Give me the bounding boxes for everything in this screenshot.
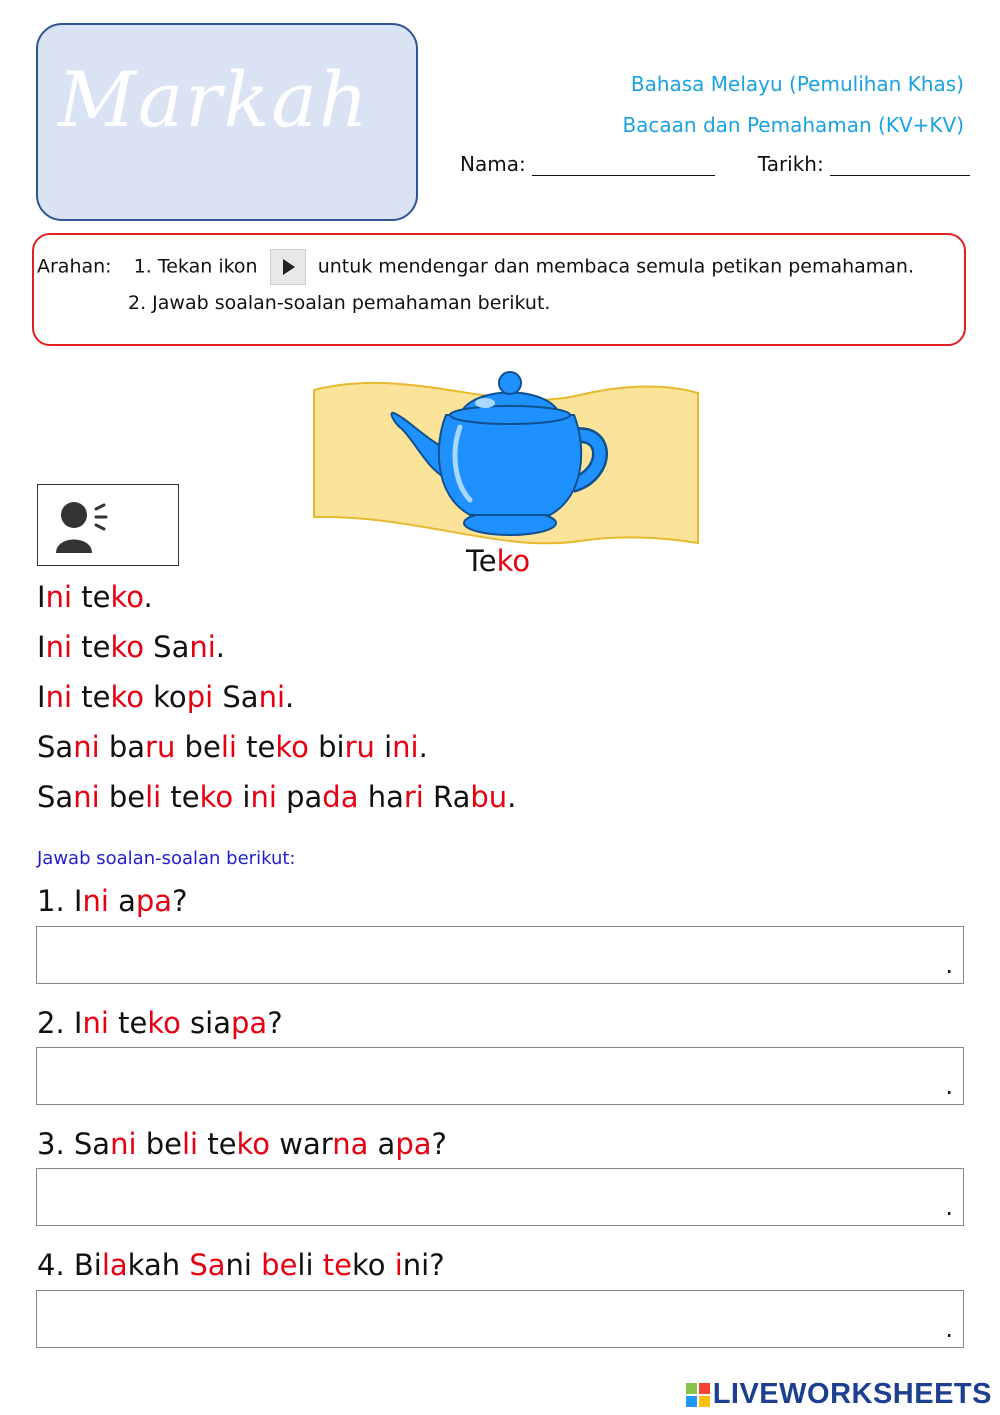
speaking-person-icon[interactable] [52,495,112,555]
date-label: Tarikh: [757,152,824,176]
answer-period: . [945,1315,953,1343]
topic-title: Bacaan dan Pemahaman (KV+KV) [622,113,964,137]
answer-input-3[interactable] [36,1168,964,1226]
question-3: 3. Sani beli teko warna apa? [37,1127,447,1161]
passage-line: Ini teko Sani. [37,630,226,664]
teapot-image [310,365,702,550]
passage-line: Sani beli teko ini pada hari Rabu. [37,780,517,814]
date-field[interactable] [830,157,970,176]
instructions-label: Arahan: [37,255,112,278]
footer-brand: LIVEWORKSHEETS [686,1378,992,1411]
answer-input-4[interactable] [36,1290,964,1348]
name-field[interactable] [532,157,715,176]
subject-title: Bahasa Melayu (Pemulihan Khas) [630,72,964,96]
name-date-row [460,152,970,176]
questions-instruction: Jawab soalan-soalan berikut: [37,848,296,869]
passage-line: Ini teko kopi Sani. [37,680,295,714]
answer-period: . [945,1193,953,1221]
question-2: 2. Ini teko siapa? [37,1006,283,1040]
passage-line: Sani baru beli teko biru ini. [37,730,428,764]
answer-input-2[interactable] [36,1047,964,1105]
answer-period: . [945,1072,953,1100]
answer-input-1[interactable] [36,926,964,984]
instruction-step-2: 2. Jawab soalan-soalan pemahaman berikut. [128,292,551,314]
passage-line: Ini teko. [37,580,153,614]
question-4: 4. Bilakah Sani beli teko ini? [37,1248,445,1282]
name-label: Nama: [460,152,526,176]
audio-play-box[interactable] [37,484,179,566]
picture-caption: Teko [466,544,531,578]
score-label: Markah [58,55,370,144]
instruction-step-1: Arahan: 1. Tekan ikon untuk mendengar dan membaca semula petikan pemahaman. [37,249,914,285]
play-icon [270,249,306,285]
question-1: 1. Ini apa? [37,884,188,918]
liveworksheets-logo-icon [686,1383,710,1407]
answer-period: . [945,951,953,979]
